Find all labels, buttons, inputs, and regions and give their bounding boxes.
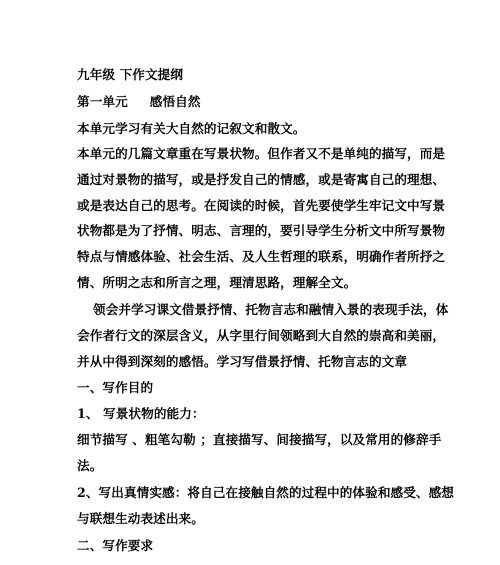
item-body-line: 2、写出真情实感：将自己在接触自然的过程中的体验和感受、感想 xyxy=(77,485,454,500)
item-body-line: 细节描写 、粗笔勾勒 ；直接描写、间接描写，以及常用的修辞手 xyxy=(77,432,442,447)
item-body-line: 与联想生动表述出来。 xyxy=(77,511,204,526)
paragraph-line: 或是表达自己的思考。在阅读的时候，首先要使学生牢记文中写景 xyxy=(77,198,446,213)
unit-label: 第一单元 xyxy=(77,94,128,109)
paragraph-line: 状物都是为了抒情、明志、言理的，要引导学生分析文中所写景物 xyxy=(77,223,446,238)
paragraph-line: 通过对景物的描写，或是抒发自己的情感，或是寄寓自己的理想、 xyxy=(77,172,446,187)
paragraph-line: 本单元的几篇文章重在写景状物。但作者又不是单纯的描写，而是 xyxy=(77,146,446,161)
document-title: 九年级 下作文提纲 xyxy=(77,67,184,82)
paragraph-line: 会作者行文的深层含义，从字里行间领略到大自然的崇高和美丽， xyxy=(77,328,446,343)
unit-name: 感悟自然 xyxy=(149,94,201,109)
item-body-line: 法。 xyxy=(77,458,103,473)
unit-intro: 本单元学习有关大自然的记叙文和散文。 xyxy=(77,121,306,136)
item-heading: 1、 写景状物的能力： xyxy=(77,406,205,421)
paragraph-line: 特点与情感体验、社会生活、及人生哲理的联系，明确作者所抒之 xyxy=(77,249,446,264)
paragraph-line: 并从中得到深刻的感悟。学习写借景抒情、托物言志的文章 xyxy=(77,354,408,369)
unit-heading xyxy=(77,94,201,110)
section-heading-requirements: 二、写作要求 xyxy=(77,538,154,553)
section-heading-purpose: 一、写作目的 xyxy=(77,380,154,395)
paragraph-line: 情、所明之志和所言之理，理清思路，理解全文。 xyxy=(77,275,357,290)
paragraph-line: 领会并学习课文借景抒情、托物言志和融情入景的表现手法，体 xyxy=(93,302,449,317)
